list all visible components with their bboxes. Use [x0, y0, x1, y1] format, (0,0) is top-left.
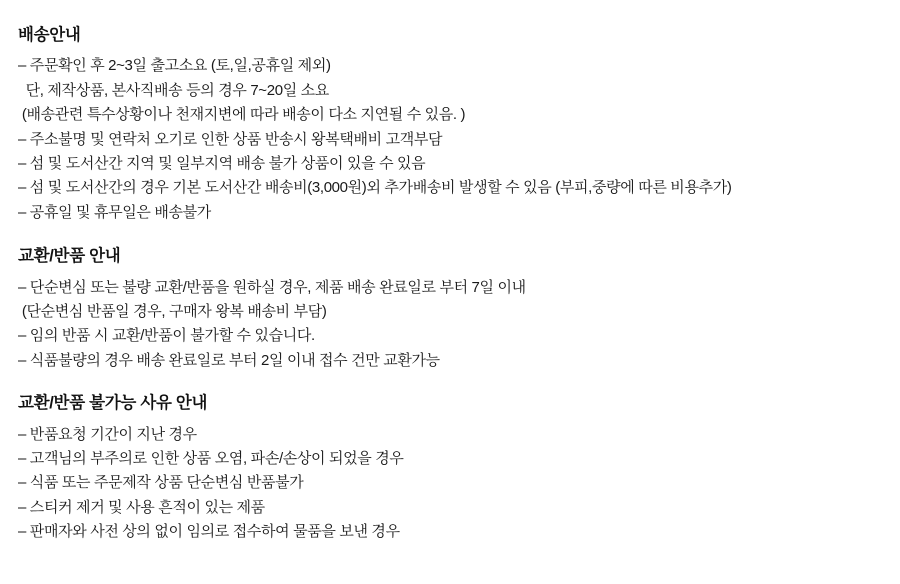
policy-line: – 단순변심 또는 불량 교환/반품을 원하실 경우, 제품 배송 완료일로 부터 7일 이내	[18, 278, 526, 296]
policy-line: – 공휴일 및 휴무일은 배송불가	[18, 203, 211, 221]
section-title-exchange-return: 교환/반품 안내	[18, 247, 121, 266]
section-title-shipping: 배송안내	[18, 26, 81, 44]
policy-line: – 스티커 제거 및 사용 흔적이 있는 제품	[18, 498, 265, 516]
section-exchange-return-info	[18, 245, 882, 373]
section-non-returnable-info	[18, 392, 882, 544]
section-shipping-info	[18, 24, 882, 225]
policy-line: – 임의 반품 시 교환/반품이 불가할 수 있습니다.	[18, 327, 315, 345]
policy-line: – 식품 또는 주문제작 상품 단순변심 반품불가	[18, 474, 304, 492]
section-title-non-returnable: 교환/반품 불가능 사유 안내	[18, 394, 208, 413]
policy-line: – 판매자와 사전 상의 없이 임의로 접수하여 물품을 보낸 경우	[18, 523, 400, 541]
policy-line: – 주문확인 후 2~3일 출고소요 (토,일,공휴일 제외)	[18, 57, 331, 75]
policy-line: 단, 제작상품, 본사직배송 등의 경우 7~20일 소요	[18, 81, 329, 99]
policy-line: – 반품요청 기간이 지난 경우	[18, 425, 197, 443]
policy-line: – 고객님의 부주의로 인한 상품 오염, 파손/손상이 되었을 경우	[18, 450, 404, 468]
policy-line: – 섬 및 도서산간 지역 및 일부지역 배송 불가 상품이 있을 수 있음	[18, 155, 426, 173]
policy-line: – 식품불량의 경우 배송 완료일로 부터 2일 이내 접수 건만 교환가능	[18, 351, 440, 369]
policy-line: – 섬 및 도서산간의 경우 기본 도서산간 배송비(3,000원)외 추가배송비 발생할 수 있음 (부피,중량에 따른 비용추가)	[18, 179, 732, 197]
policy-line: – 주소불명 및 연락처 오기로 인한 상품 반송시 왕복택배비 고객부담	[18, 130, 443, 148]
policy-line: (단순변심 반품일 경우, 구매자 왕복 배송비 부담)	[18, 303, 327, 321]
policy-line: (배송관련 특수상황이나 천재지변에 따라 배송이 다소 지연될 수 있음. )	[18, 106, 466, 124]
